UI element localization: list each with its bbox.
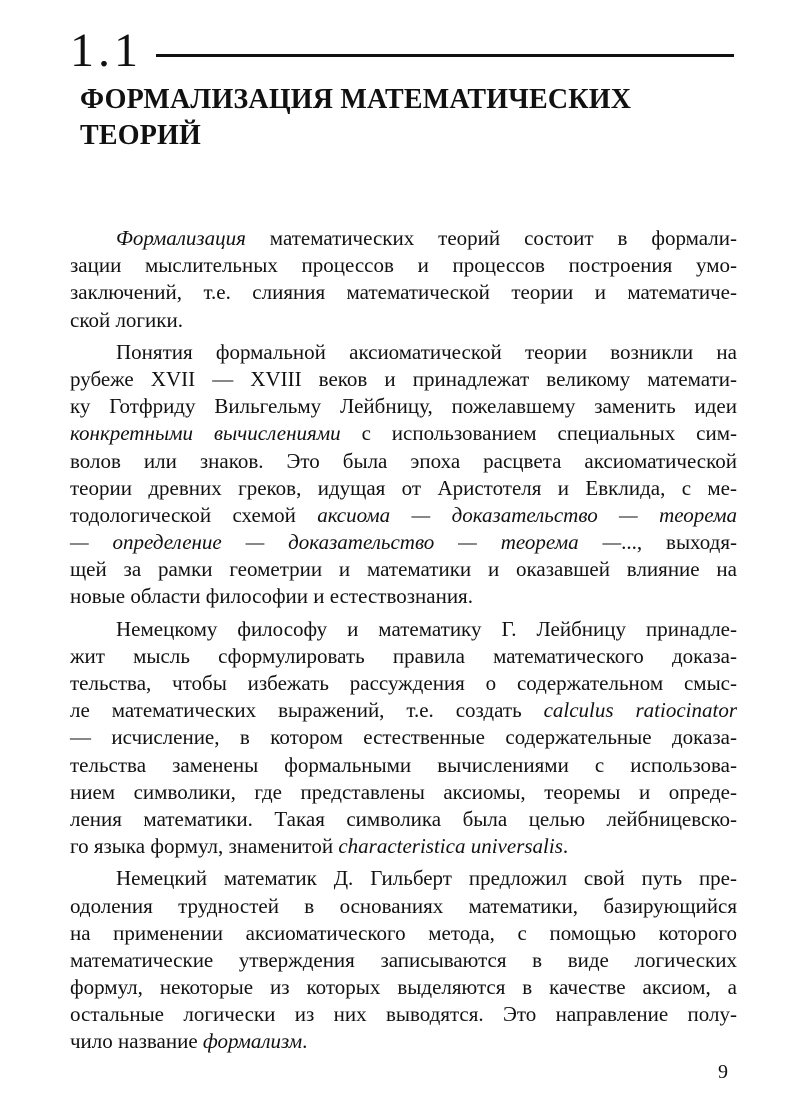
section-number-row <box>70 26 734 76</box>
text-line <box>70 475 737 502</box>
text-line <box>70 339 737 366</box>
text-segment: новые области философии и естествознания. <box>70 584 473 609</box>
text-segment: математические утверждения записываются в виде логических <box>70 947 737 972</box>
text-segment: Немецкому философу и математику Г. Лейбницу принадле- <box>116 616 737 641</box>
text-segment: ления математики. Такая символика была целью лейбницевско- <box>70 806 737 831</box>
section-title-line-2: ТЕОРИЙ <box>80 120 201 151</box>
text-line <box>70 920 737 947</box>
text-line <box>70 865 737 892</box>
text-segment: ..., выходя- <box>621 530 737 555</box>
italic-term: конкретными вычислениями <box>70 421 341 446</box>
text-line <box>70 529 737 556</box>
section-title-line-1: ФОРМАЛИЗАЦИЯ МАТЕМАТИЧЕСКИХ <box>80 84 632 115</box>
text-segment: остальные логически из них выводятся. Это направление полу- <box>70 1002 737 1027</box>
text-segment: тодологической схемой <box>70 502 318 527</box>
italic-term: — определение — доказательство — теорема — <box>70 530 622 555</box>
paragraph <box>70 225 737 334</box>
text-line <box>70 225 737 252</box>
paragraph <box>70 616 737 861</box>
text-line <box>70 1001 737 1028</box>
text-line <box>70 583 737 610</box>
text-segment: формул, некоторые из которых выделяются в качестве аксиом, а <box>70 975 737 1000</box>
section-rule <box>156 54 734 57</box>
text-line <box>70 697 737 724</box>
text-line <box>70 752 737 779</box>
text-segment: Немецкий математик Д. Гильберт предложил свой путь пре- <box>116 866 737 891</box>
italic-term: аксиома — доказательство — теорема <box>317 502 737 527</box>
text-segment: . <box>302 1029 308 1054</box>
text-line <box>70 643 737 670</box>
text-segment: математических теорий состоит в формали- <box>245 226 737 250</box>
text-segment: . <box>562 834 569 859</box>
page-number: 9 <box>718 1061 728 1083</box>
section-title <box>80 82 734 154</box>
text-line <box>70 279 737 306</box>
text-segment: ской логики. <box>70 307 183 332</box>
text-line <box>70 806 737 833</box>
text-segment: ле математических выражений, т.е. создать <box>70 698 544 723</box>
text-segment: нием символики, где представлены аксиомы, теоремы и опреде- <box>70 779 737 804</box>
text-line <box>70 448 737 475</box>
text-line <box>70 393 737 420</box>
text-segment: Понятия формальной аксиоматической теории возникли на <box>116 339 737 364</box>
text-segment: тельства, чтобы избежать рассуждения о содержательном смыс- <box>70 671 737 695</box>
text-segment: жит мысль сформулировать правила математического доказа- <box>70 643 737 668</box>
italic-term: characteristica universalis <box>338 834 563 859</box>
paragraph <box>70 865 737 1055</box>
section-number: 1.1 <box>70 24 142 77</box>
body-text <box>70 225 737 1056</box>
text-segment: ку Готфриду Вильгельму Лейбницу, пожелавшему заменить идеи <box>70 394 737 419</box>
text-segment: заключений, т.е. слияния математической теории и математиче- <box>70 280 737 305</box>
text-segment: тельства заменены формальными вычислениями с использова- <box>70 752 737 777</box>
text-line <box>70 833 737 860</box>
text-segment: волов или знаков. Это была эпоха расцвета аксиоматической <box>70 448 737 473</box>
text-segment: рубеже XVII — XVIII веков и принадлежат великому математи- <box>70 366 737 391</box>
text-segment: теории древних греков, идущая от Аристотеля и Евклида, с ме- <box>70 475 737 500</box>
paragraph <box>70 339 737 611</box>
italic-term: Формализация <box>116 226 246 250</box>
italic-term: формализм <box>202 1029 303 1054</box>
text-segment: с использованием специальных сим- <box>340 421 737 446</box>
section-header <box>70 26 734 154</box>
text-line <box>70 556 737 583</box>
text-segment: чило название <box>70 1029 203 1054</box>
text-line <box>70 779 737 806</box>
text-segment: зации мыслительных процессов и процессов построения умо- <box>70 253 737 278</box>
text-line <box>70 670 737 697</box>
text-line <box>70 502 737 529</box>
text-line <box>70 724 737 751</box>
text-line <box>70 947 737 974</box>
text-line <box>70 616 737 643</box>
text-segment: на применении аксиоматического метода, с помощью которого <box>70 920 737 945</box>
text-line <box>70 893 737 920</box>
text-line <box>70 420 737 447</box>
text-line <box>70 307 737 334</box>
italic-term: calculus ratiocinator <box>543 698 737 723</box>
text-line <box>70 974 737 1001</box>
text-line <box>70 1028 737 1055</box>
text-segment: одоления трудностей в основаниях математики, базирующийся <box>70 893 737 918</box>
text-segment: — исчисление, в котором естественные содержательные доказа- <box>70 725 737 750</box>
text-line <box>70 252 737 279</box>
text-segment: го языка формул, знаменитой <box>70 834 339 859</box>
text-segment: щей за рамки геометрии и математики и оказавшей влияние на <box>70 557 737 582</box>
text-line <box>70 366 737 393</box>
